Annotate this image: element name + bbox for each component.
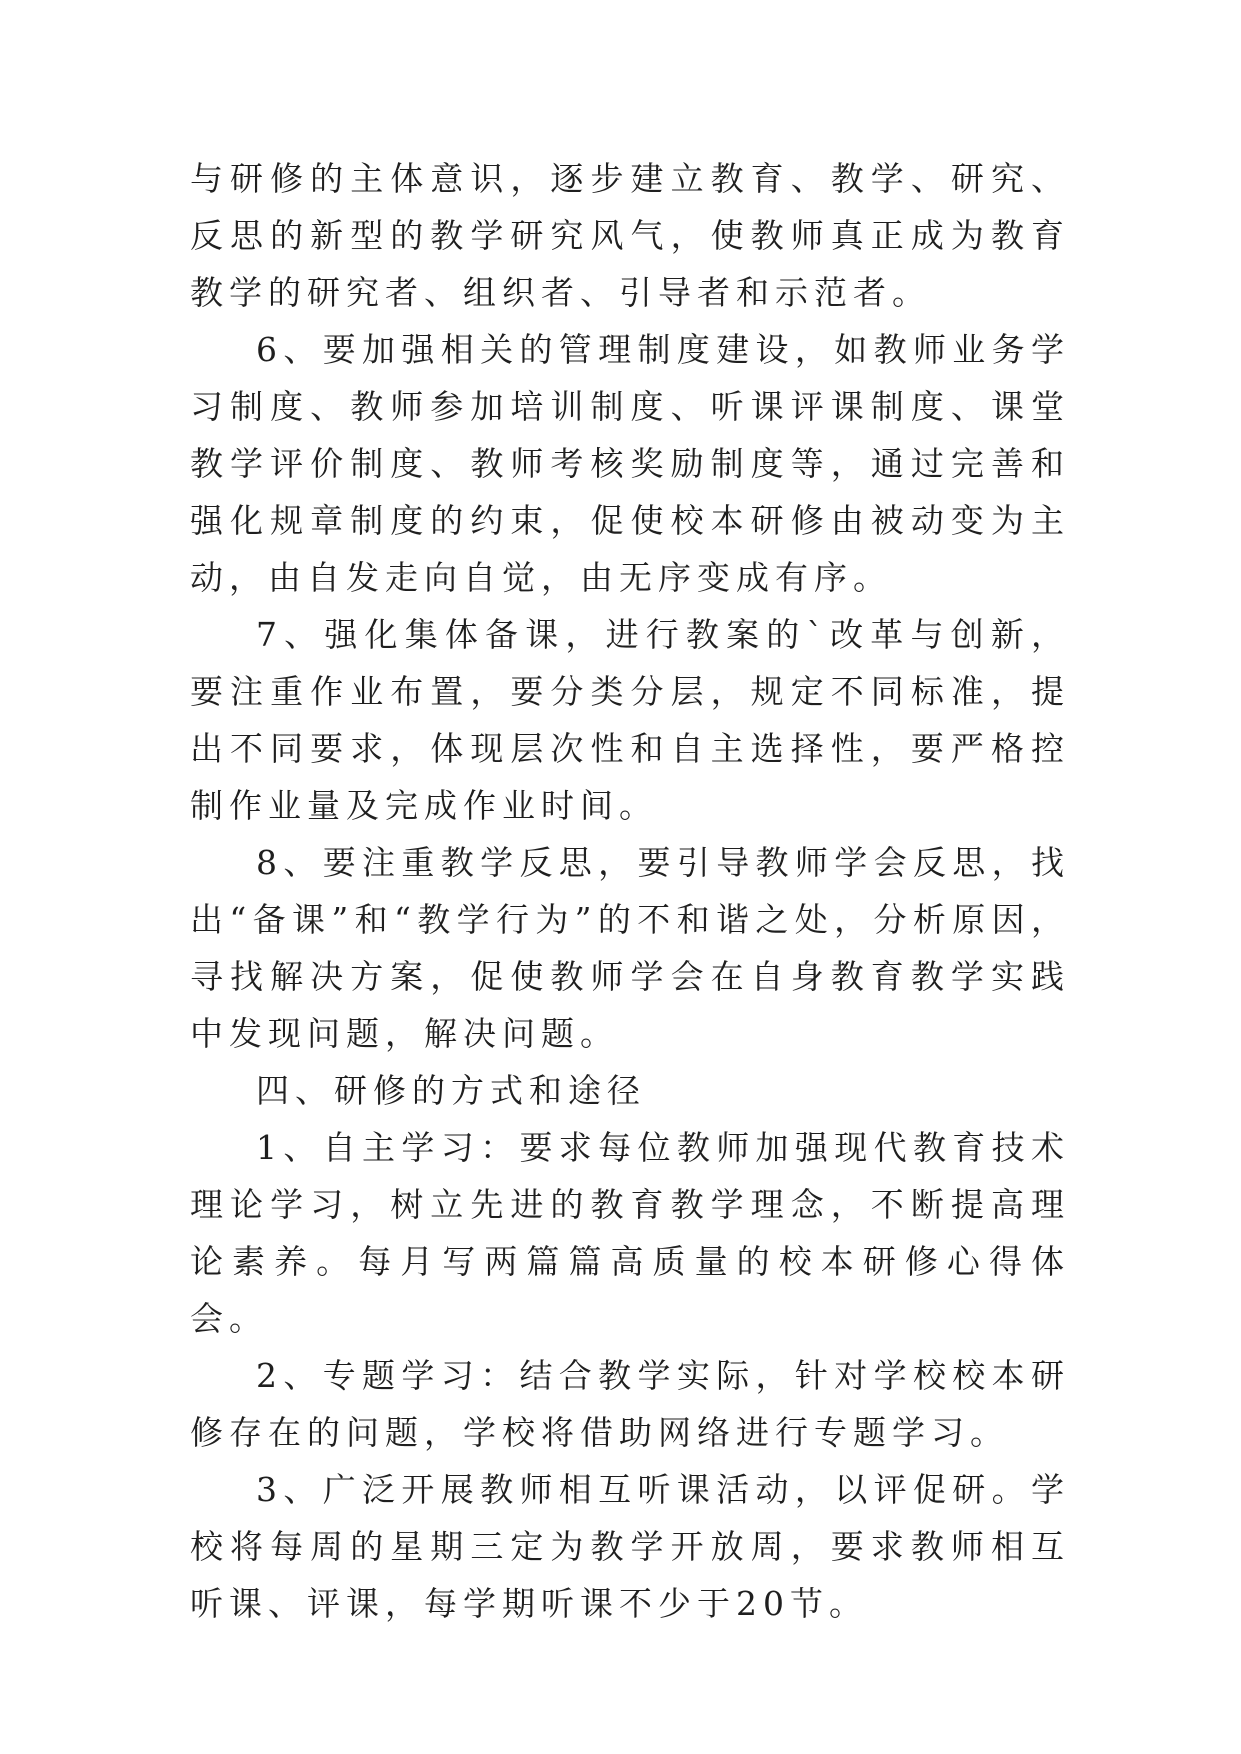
paragraph-method-3: 3、广泛开展教师相互听课活动，以评促研。学校将每周的星期三定为教学开放周，要求教师相互听课、评课，每学期听课不少于20节。 (190, 1470, 1070, 1623)
paragraph-continuation: 与研修的主体意识，逐步建立教育、教学、研究、反思的新型的教学研究风气，使教师真正成为教育教学的研究者、组织者、引导者和示范者。 (190, 159, 1070, 312)
paragraph-method-2: 2、专题学习：结合教学实际，针对学校校本研修存在的问题，学校将借助网络进行专题学习。 (190, 1356, 1070, 1452)
paragraph-item-6: 6、要加强相关的管理制度建设，如教师业务学习制度、教师参加培训制度、听课评课制度、课堂教学评价制度、教师考核奖励制度等，通过完善和强化规章制度的约束，促使校本研修由被动变为主动，由自发走向自觉，由无序变成有序。 (190, 330, 1070, 597)
paragraph-item-7: 7、强化集体备课，进行教案的`改革与创新，要注重作业布置，要分类分层，规定不同标准，提出不同要求，体现层次性和自主选择性，要严格控制作业量及完成作业时间。 (190, 615, 1070, 825)
section-heading-4: 四、研修的方式和途径 (256, 1071, 646, 1110)
paragraph-item-8: 8、要注重教学反思，要引导教师学会反思，找出“备课”和“教学行为”的不和谐之处，分析原因，寻找解决方案，促使教师学会在自身教育教学实践中发现问题，解决问题。 (190, 843, 1070, 1053)
document-page (190, 150, 1070, 1632)
paragraph-method-1: 1、自主学习：要求每位教师加强现代教育技术理论学习，树立先进的教育教学理念，不断提高理论素养。每月写两篇篇高质量的校本研修心得体会。 (190, 1128, 1070, 1338)
